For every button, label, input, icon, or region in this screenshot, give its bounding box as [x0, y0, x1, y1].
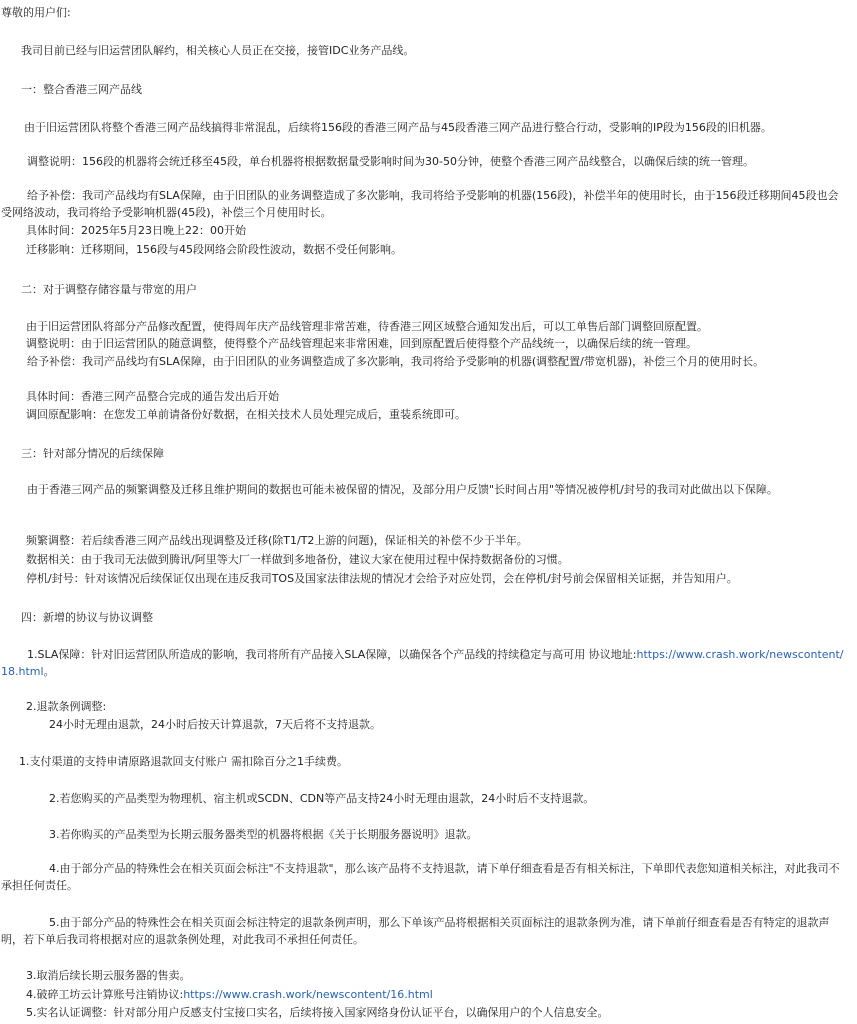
cancel-long-term-item: 3.取消后续长期云服务器的售卖。: [26, 969, 191, 982]
section-2-impact: 调回原配影响：在您发工单前请备份好数据，在相关技术人员处理完成后，重装系统即可。: [26, 408, 466, 421]
refund-item-5: 5.由于部分产品的特殊性会在相关页面会标注特定的退款条例声明，那么下单该产品将根据相关页面标注的退款条例为准，请下单前仔细查看是否有特定的退款声明，若下单后我司将根据对应的退款条例处理，对此我司不承担任何责任。: [1, 916, 830, 946]
sla-paragraph: [1, 646, 846, 680]
section-1-paragraph-1: 由于旧运营团队将整个香港三网产品线搞得非常混乱，后续将156段的香港三网产品与45段香港三网产品进行整合行动，受影响的IP段为156段的旧机器。: [24, 121, 772, 134]
realname-verification-item: 5.实名认证调整：针对部分用户反感支付宝接口实名，后续将接入国家网络身份认证平台，以确保用户的个人信息安全。: [26, 1006, 609, 1019]
refund-title: 2.退款条例调整:: [26, 700, 107, 713]
refund-item-1: 1.支付渠道的支持申请原路退款回支付账户 需扣除百分之1手续费。: [19, 755, 348, 768]
refund-rule: 24小时无理由退款，24小时后按天计算退款，7天后将不支持退款。: [49, 718, 381, 731]
account-cancellation-paragraph: [26, 986, 857, 1003]
account-cancellation-link[interactable]: https://www.crash.work/newscontent/16.html: [183, 988, 433, 1001]
sla-agreement-link[interactable]: https://www.crash.work/newscontent/18.html: [1, 648, 844, 678]
section-2-time: 具体时间：香港三网产品整合完成的通告发出后开始: [26, 390, 279, 403]
section-1-title: 一：整合香港三网产品线: [21, 83, 142, 96]
section-1-paragraph-3: 给予补偿：我司产品线均有SLA保障，由于旧团队的业务调整造成了多次影响，我司将给予受影响的机器(156段)，补偿半年的使用时长，由于156段迁移期间45段也会受网络波动，我司将给予受影响机器(45段)，补偿三个月使用时长。: [1, 189, 839, 219]
section-2-paragraph-2: 调整说明：由于旧运营团队的随意调整，使得整个产品线管理起来非常困难，回到原配置后使得整个产品线统一，以确保后续的统一管理。: [26, 337, 697, 350]
refund-item-2: 2.若您购买的产品类型为物理机、宿主机或SCDN、CDN等产品支持24小时无理由退款，24小时后不支持退款。: [49, 792, 595, 805]
section-2-paragraph-1: 由于旧运营团队将部分产品修改配置，使得周年庆产品线管理非常苦难，待香港三网区域整合通知发出后，可以工单售后部门调整回原配置。: [26, 320, 708, 333]
section-2-title: 二：对于调整存储容量与带宽的用户: [21, 283, 197, 296]
section-4-title: 四：新增的协议与协议调整: [21, 611, 153, 624]
sla-text: 1.SLA保障：针对旧运营团队所造成的影响，我司将所有产品接入SLA保障，以确保各个产品线的持续稳定与高可用 协议地址:: [27, 648, 637, 661]
section-3-frequent-adjustment: 频繁调整：若后续香港三网产品线出现调整及迁移(除T1/T2上游的问题)，保证相关的补偿不少于半年。: [26, 534, 528, 547]
section-1-paragraph-2: 调整说明：156段的机器将会统迁移至45段，单台机器将根据数据量受影响时间为30-50分钟，使整个香港三网产品线整合，以确保后续的统一管理。: [27, 155, 754, 168]
refund-item-4: 4.由于部分产品的特殊性会在相关页面会标注"不支持退款"，那么该产品将不支持退款，请下单仔细查看是否有相关标注，下单即代表您知道相关标注，对此我司不承担任何责任。: [1, 862, 840, 892]
section-3-data: 数据相关：由于我司无法做到腾讯/阿里等大厂一样做到多地备份，建议大家在使用过程中保持数据备份的习惯。: [26, 553, 569, 566]
greeting: 尊敬的用户们:: [1, 6, 71, 19]
account-cancellation-text: 4.破碎工坊云计算账号注销协议:: [26, 988, 184, 1001]
refund-item-3: 3.若你购买的产品类型为长期云服务器类型的机器将根据《关于长期服务器说明》退款。: [49, 828, 478, 841]
section-3-suspension: 停机/封号：针对该情况后续保证仅出现在违反我司TOS及国家法律法规的情况才会给予对应处罚，会在停机/封号前会保留相关证据，并告知用户。: [26, 572, 738, 585]
section-1-time: 具体时间：2025年5月23日晚上22：00开始: [26, 224, 246, 237]
section-3-paragraph-1: 由于香港三网产品的频繁调整及迁移且维护期间的数据也可能未被保留的情况，及部分用户反馈"长时间占用"等情况被停机/封号的我司对此做出以下保障。: [27, 483, 778, 496]
section-3-title: 三：针对部分情况的后续保障: [21, 447, 164, 460]
section-2-paragraph-3: 给予补偿：我司产品线均有SLA保障，由于旧团队的业务调整造成了多次影响，我司将给予受影响的机器(调整配置/带宽机器)，补偿三个月的使用时长。: [27, 355, 765, 368]
sla-tail: 。: [43, 665, 55, 678]
intro-paragraph: 我司目前已经与旧运营团队解约，相关核心人员正在交接，接管IDC业务产品线。: [21, 44, 415, 57]
section-1-impact: 迁移影响：迁移期间，156段与45段网络会阶段性波动，数据不受任何影响。: [26, 243, 402, 256]
